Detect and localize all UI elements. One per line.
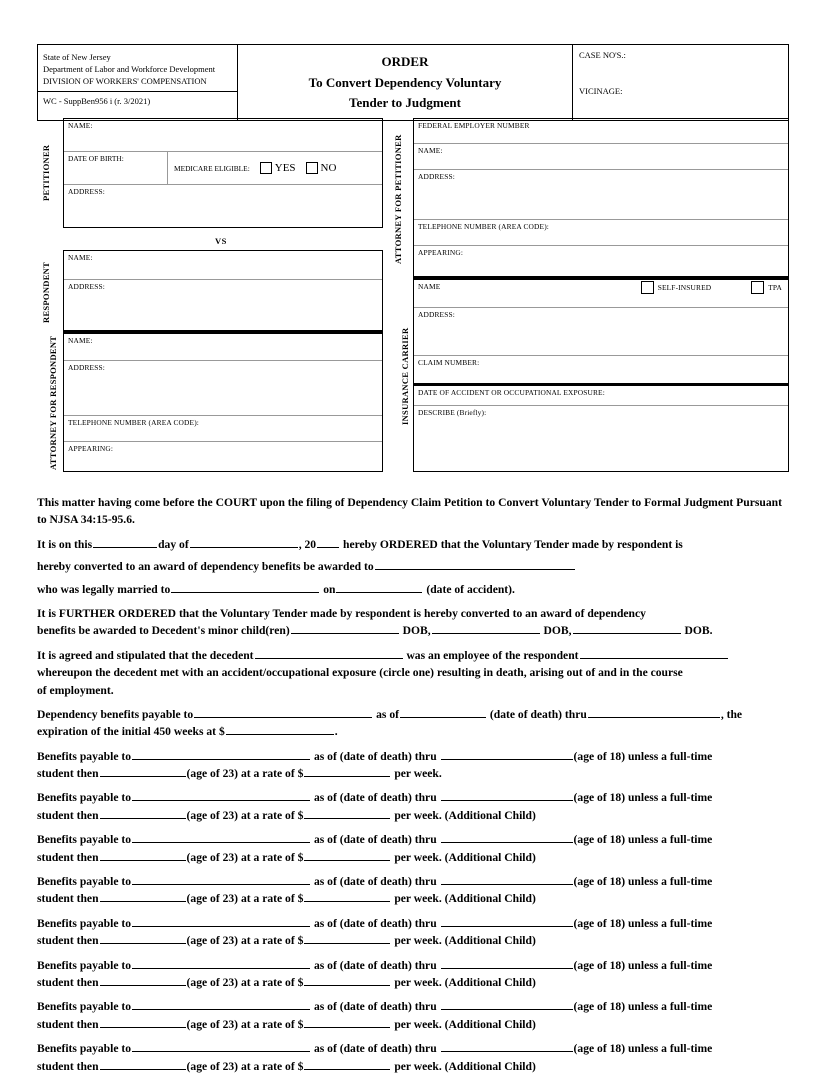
date-of-accident-field[interactable] (414, 386, 788, 406)
benefit-d: student then (37, 1059, 99, 1073)
tpa-label: TPA (768, 283, 782, 292)
respondent-box (63, 250, 383, 334)
further-line-1: It is FURTHER ORDERED that the Voluntary Tender made by respondent is hereby converted to an award of dependency (37, 606, 646, 620)
stip-l1b: was an employee of the respondent (406, 648, 579, 662)
benefit-f: per week. (394, 1059, 442, 1073)
order-body (37, 494, 789, 1077)
benefit-b: as of (date of death) thru (313, 833, 440, 847)
agency-name (38, 45, 237, 92)
benefit-additional: (Additional Child) (441, 850, 536, 864)
dependency-thru-blank[interactable] (588, 706, 720, 718)
benefit-e: (age of 23) at a rate of $ (186, 1059, 304, 1073)
benefit-f: per week. (394, 767, 442, 781)
benefit-e: (age of 23) at a rate of $ (186, 892, 304, 906)
self-insured-checkbox[interactable] (641, 281, 654, 294)
benefit-rate-blank[interactable] (304, 765, 390, 777)
medicare-yes-checkbox[interactable] (260, 162, 272, 174)
benefit-thru-blank[interactable] (441, 1040, 573, 1052)
benefit-b: as of (date of death) thru (313, 791, 440, 805)
attorney-petitioner-box (413, 118, 789, 280)
petitioner-dob-label: DATE OF BIRTH: (68, 154, 124, 163)
benefit-c: (age of 18) unless a full-time (573, 875, 713, 889)
insurance-carrier-address-label: ADDRESS: (418, 310, 455, 319)
title-line-1: ORDER (381, 54, 429, 69)
petitioner-address-label: ADDRESS: (68, 187, 105, 196)
benefit-line-1 (37, 957, 789, 974)
benefit-f: per week. (394, 975, 442, 989)
ordered-p2a: hereby converted to an award of dependency benefits be awarded to (37, 560, 374, 574)
benefit-c: (age of 18) unless a full-time (573, 1042, 713, 1056)
attorney-respondent-box (63, 334, 383, 472)
month-blank[interactable] (190, 536, 298, 548)
attorney-petitioner-appearing-field[interactable] (414, 246, 788, 279)
benefit-rate-blank[interactable] (304, 1058, 390, 1070)
benefit-thru-blank[interactable] (441, 790, 573, 802)
insurance-carrier-label-text: INSURANCE CARRIER (400, 327, 411, 425)
petitioner-section-label: PETITIONER (41, 144, 52, 202)
petitioner-name-field[interactable] (64, 119, 382, 152)
married-to-blank[interactable] (171, 581, 319, 593)
benefit-line-2 (37, 1016, 789, 1033)
attorney-respondent-name-label: NAME: (68, 336, 93, 345)
benefit-thru-blank[interactable] (441, 748, 573, 760)
ordered-p3c: (date of accident). (426, 582, 515, 596)
respondent-section-label: RESPONDENT (41, 261, 52, 323)
benefit-student-blank[interactable] (100, 765, 186, 777)
benefit-f: per week. (394, 934, 442, 948)
dep-l2a: expiration of the initial 450 weeks at $ (37, 725, 225, 739)
petitioner-dob-medicare-row (64, 152, 382, 185)
attorney-petitioner-fein-field[interactable] (414, 119, 788, 144)
benefit-line-1 (37, 789, 789, 806)
benefit-line-1 (37, 873, 789, 890)
insurer-type-group (641, 281, 782, 294)
form-title (238, 45, 573, 120)
benefit-d: student then (37, 850, 99, 864)
benefit-b: as of (date of death) thru (313, 1042, 440, 1056)
paragraph-benefits-payable (37, 748, 789, 783)
paragraph-ordered (37, 536, 789, 598)
insurance-carrier-name-field[interactable] (414, 280, 788, 308)
paragraph-dependency (37, 706, 789, 741)
attorney-respondent-address-field[interactable] (64, 361, 382, 416)
attorney-respondent-telephone-field[interactable] (64, 416, 382, 442)
attorney-respondent-telephone-label: TELEPHONE NUMBER (AREA CODE): (68, 418, 200, 427)
medicare-eligible-label: MEDICARE ELIGIBLE: (174, 163, 250, 173)
dep-l1c: (date of death) thru (489, 707, 587, 721)
dependency-rate-blank[interactable] (226, 724, 334, 736)
benefit-line-2 (37, 765, 789, 782)
describe-field[interactable] (414, 406, 788, 469)
benefit-f: per week. (394, 1017, 442, 1031)
benefit-d: student then (37, 892, 99, 906)
benefit-rate-blank[interactable] (304, 849, 390, 861)
attorney-petitioner-name-field[interactable] (414, 144, 788, 170)
medicare-yes-label: YES (274, 162, 296, 174)
agency-line-3: DIVISION OF WORKERS' COMPENSATION (43, 76, 207, 87)
benefit-thru-blank[interactable] (441, 873, 573, 885)
benefit-f: per week. (394, 850, 442, 864)
benefit-a: Benefits payable to (37, 916, 132, 930)
benefit-rate-blank[interactable] (304, 974, 390, 986)
benefit-student-blank[interactable] (100, 1016, 186, 1028)
case-number-label[interactable]: CASE NO'S.: (579, 50, 626, 60)
benefit-d: student then (37, 808, 99, 822)
benefit-e: (age of 23) at a rate of $ (186, 1017, 304, 1031)
benefit-c: (age of 18) unless a full-time (573, 958, 713, 972)
paragraph-benefits-payable (37, 1040, 789, 1075)
benefit-payee-blank[interactable] (132, 915, 310, 927)
benefit-additional: (Additional Child) (441, 808, 536, 822)
ordered-p3b: on (323, 582, 336, 596)
dep-l1d: , the (720, 707, 743, 721)
further-line-2 (37, 622, 789, 639)
paragraph-benefits-payable (37, 998, 789, 1033)
medicare-no-label: NO (320, 162, 337, 174)
benefit-f: per week. (394, 808, 442, 822)
benefit-a: Benefits payable to (37, 749, 132, 763)
child1-blank[interactable] (291, 623, 399, 635)
benefit-c: (age of 18) unless a full-time (573, 1000, 713, 1014)
benefit-a: Benefits payable to (37, 1000, 132, 1014)
benefit-additional: (Additional Child) (441, 975, 536, 989)
ordered-d: hereby ORDERED that the Voluntary Tender made by respondent is (343, 537, 683, 551)
agency-line-1: State of New Jersey (43, 52, 111, 62)
form-number: WC - SuppBen956 i (r. 3/2021) (43, 96, 151, 107)
attorney-respondent-appearing-label: APPEARING: (68, 444, 114, 453)
dep-l1b: as of (376, 707, 399, 721)
ordered-line-3 (37, 581, 789, 598)
stipulated-line-2: whereupon the decedent met with an accident/occupational exposure (circle one) resulting in death, arising out of and in the course (37, 666, 683, 680)
benefit-line-2 (37, 1058, 789, 1075)
ordered-b: day of (158, 537, 189, 551)
dep-l2b: . (334, 725, 338, 739)
benefit-payee-blank[interactable] (132, 832, 310, 844)
stip-l1a: It is agreed and stipulated that the decedent (37, 648, 254, 662)
benefit-b: as of (date of death) thru (313, 958, 440, 972)
benefit-additional: (Additional Child) (441, 934, 536, 948)
benefit-e: (age of 23) at a rate of $ (186, 934, 304, 948)
benefit-rate-blank[interactable] (304, 1016, 390, 1028)
self-insured-label: SELF-INSURED (657, 283, 712, 292)
benefit-b: as of (date of death) thru (313, 875, 440, 889)
child2-blank[interactable] (432, 623, 540, 635)
insurance-carrier-address-field[interactable] (414, 308, 788, 356)
describe-label: DESCRIBE (Briefly): (418, 408, 487, 417)
ordered-line-1 (37, 536, 789, 553)
further-l2a: benefits be awarded to Decedent's minor child(ren) (37, 624, 290, 638)
employer-blank[interactable] (580, 647, 728, 659)
vicinage-label[interactable]: VICINAGE: (579, 86, 623, 96)
benefit-rate-blank[interactable] (304, 807, 390, 819)
benefit-d: student then (37, 1017, 99, 1031)
benefit-line-1 (37, 998, 789, 1015)
insurance-carrier-box (413, 280, 789, 472)
header-agency-block (38, 45, 238, 120)
intro-text: This matter having come before the COURT upon the filing of Dependency Claim Petition to Convert Voluntary Tender to Formal Judgment Pursuant to NJSA 34:15-95.6. (37, 496, 782, 527)
benefit-rows-list (37, 748, 789, 1075)
attorney-petitioner-appearing-label: APPEARING: (418, 248, 464, 257)
accident-date-blank[interactable] (336, 581, 422, 593)
benefit-payee-blank[interactable] (132, 1040, 310, 1052)
attorney-petitioner-telephone-field[interactable] (414, 220, 788, 246)
benefit-d: student then (37, 767, 99, 781)
paragraph-benefits-payable (37, 789, 789, 824)
petitioner-dob-field[interactable] (64, 152, 168, 184)
dep-l1a: Dependency benefits payable to (37, 707, 194, 721)
benefit-student-blank[interactable] (100, 933, 186, 945)
benefit-line-1 (37, 748, 789, 765)
benefit-thru-blank[interactable] (441, 999, 573, 1011)
benefit-line-2 (37, 849, 789, 866)
benefit-f: per week. (394, 892, 442, 906)
petitioner-address-field[interactable] (64, 185, 382, 229)
benefit-student-blank[interactable] (100, 891, 186, 903)
paragraph-intro (37, 494, 789, 529)
benefit-line-1 (37, 831, 789, 848)
stipulated-line-1 (37, 647, 789, 664)
benefit-e: (age of 23) at a rate of $ (186, 850, 304, 864)
benefit-student-blank[interactable] (100, 1058, 186, 1070)
further-l2b: DOB, (402, 624, 431, 638)
further-l2d: DOB. (684, 624, 713, 638)
ordered-c: , 20 (298, 537, 317, 551)
awarded-to-blank[interactable] (375, 559, 575, 571)
insurance-carrier-name-label: NAME (418, 282, 441, 291)
benefit-student-blank[interactable] (100, 974, 186, 986)
medicare-no-checkbox[interactable] (306, 162, 318, 174)
claim-number-label: CLAIM NUMBER: (418, 358, 480, 367)
paragraph-benefits-payable (37, 831, 789, 866)
ordered-p3a: who was legally married to (37, 582, 171, 596)
respondent-address-label: ADDRESS: (68, 282, 105, 291)
benefit-a: Benefits payable to (37, 958, 132, 972)
attorney-petitioner-section-label: ATTORNEY FOR PETITIONER (393, 134, 404, 264)
benefit-additional: (Additional Child) (441, 1059, 536, 1073)
attorney-petitioner-address-label: ADDRESS: (418, 172, 455, 181)
attorney-petitioner-fein-label: FEDERAL EMPLOYER NUMBER (418, 121, 530, 130)
benefit-line-2 (37, 932, 789, 949)
vs-separator: VS (215, 236, 227, 246)
benefit-payee-blank[interactable] (132, 957, 310, 969)
attorney-petitioner-name-label: NAME: (418, 146, 443, 155)
title-line-2: To Convert Dependency Voluntary (308, 74, 502, 90)
stipulated-line-3: of employment. (37, 683, 114, 697)
benefit-c: (age of 18) unless a full-time (573, 749, 713, 763)
title-line-3: Tender to Judgment (349, 95, 461, 111)
benefit-additional: (Additional Child) (441, 1017, 536, 1031)
benefit-student-blank[interactable] (100, 849, 186, 861)
benefit-line-2 (37, 807, 789, 824)
benefit-a: Benefits payable to (37, 1042, 132, 1056)
attorney-petitioner-address-field[interactable] (414, 170, 788, 220)
form-header (37, 44, 789, 121)
benefit-e: (age of 23) at a rate of $ (186, 767, 304, 781)
attorney-respondent-address-label: ADDRESS: (68, 363, 105, 372)
respondent-address-field[interactable] (64, 280, 382, 333)
respondent-name-field[interactable] (64, 251, 382, 280)
paragraph-stipulated (37, 647, 789, 699)
benefit-b: as of (date of death) thru (313, 1000, 440, 1014)
benefit-rate-blank[interactable] (304, 891, 390, 903)
claim-number-field[interactable] (414, 356, 788, 386)
date-of-accident-label: DATE OF ACCIDENT OR OCCUPATIONAL EXPOSURE: (418, 388, 605, 397)
benefit-a: Benefits payable to (37, 791, 132, 805)
ordered-line-2 (37, 558, 789, 575)
day-blank[interactable] (93, 536, 157, 548)
further-l2c: DOB, (543, 624, 572, 638)
tpa-checkbox[interactable] (751, 281, 764, 294)
benefit-c: (age of 18) unless a full-time (573, 916, 713, 930)
benefit-thru-blank[interactable] (441, 915, 573, 927)
benefit-thru-blank[interactable] (441, 957, 573, 969)
benefit-line-2 (37, 890, 789, 907)
agency-line-2: Department of Labor and Workforce Development (43, 64, 216, 75)
benefit-rate-blank[interactable] (304, 933, 390, 945)
party-information-grid (37, 116, 789, 472)
dependency-payee-blank[interactable] (194, 706, 372, 718)
medicare-eligible-group (168, 152, 382, 184)
decedent-blank[interactable] (255, 647, 403, 659)
benefit-thru-blank[interactable] (441, 832, 573, 844)
dependency-line-1 (37, 706, 789, 723)
respondent-name-label: NAME: (68, 253, 93, 262)
child3-blank[interactable] (573, 623, 681, 635)
benefit-a: Benefits payable to (37, 875, 132, 889)
attorney-respondent-label-text: ATTORNEY FOR RESPONDENT (48, 335, 59, 471)
benefit-e: (age of 23) at a rate of $ (186, 975, 304, 989)
benefit-line-1 (37, 1040, 789, 1057)
benefit-c: (age of 18) unless a full-time (573, 791, 713, 805)
attorney-respondent-name-field[interactable] (64, 334, 382, 361)
ordered-a: It is on this (37, 537, 93, 551)
header-case-block (573, 45, 788, 120)
paragraph-benefits-payable (37, 873, 789, 908)
benefit-line-1 (37, 915, 789, 932)
paragraph-benefits-payable (37, 915, 789, 950)
paragraph-benefits-payable (37, 957, 789, 992)
attorney-respondent-appearing-field[interactable] (64, 442, 382, 470)
benefit-c: (age of 18) unless a full-time (573, 833, 713, 847)
benefit-additional: (Additional Child) (441, 892, 536, 906)
benefit-b: as of (date of death) thru (313, 916, 440, 930)
dependency-line-2 (37, 723, 789, 740)
benefit-a: Benefits payable to (37, 833, 132, 847)
petitioner-box (63, 118, 383, 228)
benefit-payee-blank[interactable] (132, 873, 310, 885)
benefit-student-blank[interactable] (100, 807, 186, 819)
benefit-payee-blank[interactable] (132, 999, 310, 1011)
paragraph-further-ordered (37, 605, 789, 640)
benefit-payee-blank[interactable] (132, 790, 310, 802)
year-blank[interactable] (317, 536, 339, 548)
benefit-e: (age of 23) at a rate of $ (186, 808, 304, 822)
petitioner-name-label: NAME: (68, 121, 93, 130)
benefit-d: student then (37, 975, 99, 989)
benefit-b: as of (date of death) thru (313, 749, 440, 763)
benefit-payee-blank[interactable] (132, 748, 310, 760)
attorney-petitioner-telephone-label: TELEPHONE NUMBER (AREA CODE): (418, 222, 550, 231)
dependency-asof-blank[interactable] (400, 706, 486, 718)
benefit-line-2 (37, 974, 789, 991)
benefit-d: student then (37, 934, 99, 948)
